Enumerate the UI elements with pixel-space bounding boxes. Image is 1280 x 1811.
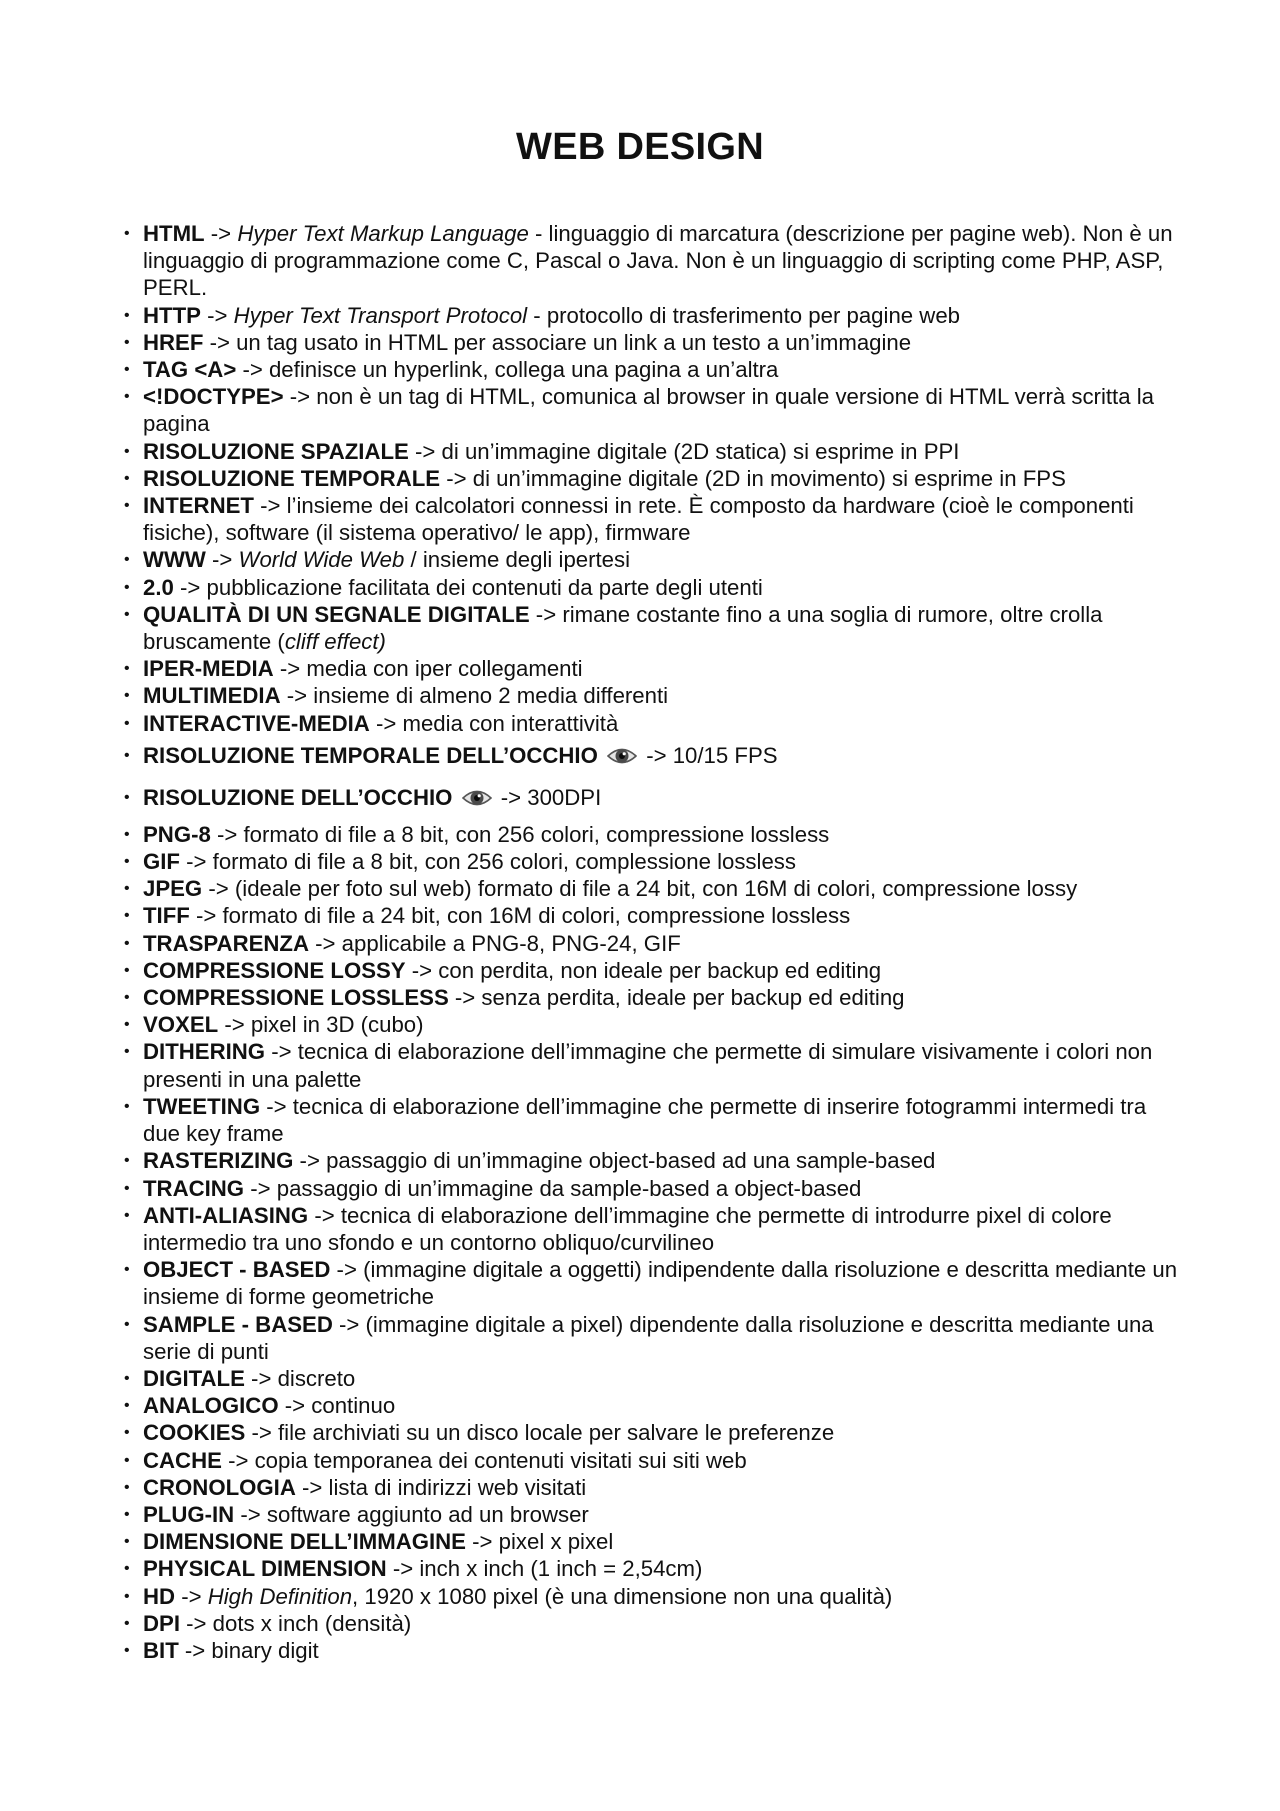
- glossary-expansion: Hyper Text Markup Language: [237, 221, 529, 246]
- glossary-term: <!DOCTYPE>: [143, 384, 284, 410]
- glossary-item: [120, 1501, 1180, 1528]
- glossary-definition: -> software aggiunto ad un browser: [234, 1501, 589, 1527]
- glossary-definition: -> file archiviati su un disco locale per salvare le preferenze: [245, 1420, 835, 1446]
- glossary-definition: -> discreto: [244, 1365, 356, 1391]
- glossary-definition: -> senza perdita, ideale per backup ed editing: [448, 985, 905, 1011]
- glossary-arrow: ->: [200, 302, 234, 328]
- glossary-item: [120, 1256, 1180, 1310]
- glossary-item: [120, 930, 1180, 957]
- glossary-term: COMPRESSIONE LOSSY: [143, 957, 406, 983]
- glossary-term: CACHE: [143, 1447, 222, 1473]
- glossary-definition: -> media con interattività: [369, 710, 619, 736]
- glossary-item: [120, 1093, 1180, 1147]
- glossary-item: [120, 438, 1180, 465]
- glossary-term: INTERNET: [143, 493, 254, 519]
- glossary-definition: -> binary digit: [178, 1637, 319, 1663]
- glossary-term: DPI: [143, 1610, 180, 1636]
- eye-icon: [607, 741, 637, 779]
- glossary-arrow: ->: [175, 1583, 208, 1609]
- glossary-item: [120, 1610, 1180, 1637]
- glossary-definition: -> continuo: [278, 1393, 396, 1419]
- glossary-term: JPEG: [143, 876, 203, 902]
- glossary-definition: - linguaggio di marcatura (descrizione per pagine web). Non è un linguaggio di programmazione come C, Pascal o Java. Non è un linguaggio di scripting come PHP, ASP, PERL.: [143, 221, 1173, 301]
- glossary-term: PHYSICAL DIMENSION: [143, 1556, 387, 1582]
- glossary-item: [120, 1447, 1180, 1474]
- glossary-term: INTERACTIVE-MEDIA: [143, 710, 370, 736]
- glossary-item: [120, 1175, 1180, 1202]
- glossary-term: RISOLUZIONE TEMPORALE DELL’OCCHIO: [143, 742, 598, 768]
- glossary-definition: / insieme degli ipertesi: [404, 547, 631, 573]
- glossary-definition: -> copia temporanea dei contenuti visitati sui siti web: [221, 1447, 747, 1473]
- glossary-definition: -> (immagine digitale a oggetti) indipendente dalla risoluzione e descritta mediante un insieme di forme geometriche: [143, 1257, 1178, 1310]
- glossary-item: [120, 1528, 1180, 1555]
- glossary-definition: -> dots x inch (densità): [180, 1610, 412, 1636]
- glossary-term: BIT: [143, 1637, 179, 1663]
- glossary-term: RISOLUZIONE SPAZIALE: [143, 438, 409, 464]
- glossary-term: TWEETING: [143, 1093, 261, 1119]
- glossary-term: COOKIES: [143, 1420, 246, 1446]
- glossary-term: TRASPARENZA: [143, 930, 309, 956]
- glossary-definition: -> passaggio di un’immagine da sample-based a object-based: [244, 1175, 862, 1201]
- glossary-definition: -> pixel x pixel: [465, 1529, 614, 1555]
- glossary-item: [120, 821, 1180, 848]
- glossary-definition: -> un tag usato in HTML per associare un link a un testo a un’immagine: [203, 329, 912, 355]
- glossary-expansion: World Wide Web: [238, 547, 405, 573]
- glossary-definition: -> formato di file a 8 bit, con 256 colori, complessione lossless: [179, 849, 796, 875]
- glossary-definition: -> applicabile a PNG-8, PNG-24, GIF: [309, 930, 681, 956]
- glossary-definition: -> l’insieme dei calcolatori connessi in rete. È composto da hardware (cioè le componenti fisiche), software (il sistema operativo/ le app), firmware: [143, 493, 1134, 546]
- glossary-item: [120, 1365, 1180, 1392]
- glossary-definition: -> 300DPI: [494, 784, 602, 810]
- glossary-term: TRACING: [143, 1175, 245, 1201]
- glossary-item: [120, 1419, 1180, 1446]
- glossary-expansion: High Definition: [207, 1583, 353, 1609]
- glossary-item: [120, 682, 1180, 709]
- glossary-item: [120, 1392, 1180, 1419]
- glossary-item: [120, 1637, 1180, 1664]
- glossary-term: RISOLUZIONE DELL’OCCHIO: [143, 784, 453, 810]
- glossary-term: HREF: [143, 329, 204, 355]
- glossary-term: CRONOLOGIA: [143, 1474, 296, 1500]
- glossary-item: [120, 710, 1180, 737]
- glossary-item: [120, 1011, 1180, 1038]
- glossary-term: GIF: [143, 849, 180, 875]
- page-title: WEB DESIGN: [516, 126, 764, 168]
- glossary-item: [120, 383, 1180, 437]
- glossary-definition: -> formato di file a 24 bit, con 16M di colori, compressione lossless: [189, 903, 851, 929]
- glossary-item: [120, 1583, 1180, 1610]
- glossary-definition: -> pixel in 3D (cubo): [218, 1012, 424, 1038]
- glossary-item: [120, 465, 1180, 492]
- glossary-term: RASTERIZING: [143, 1148, 294, 1174]
- glossary-definition: -> tecnica di elaborazione dell’immagine che permette di inserire fotogrammi intermedi tra due key frame: [143, 1093, 1147, 1147]
- glossary-term: DITHERING: [143, 1039, 266, 1065]
- glossary-definition: -> tecnica di elaborazione dell’immagine che permette di introdurre pixel di colore intermedio tra uno sfondo e un contorno obliquo/curvilineo: [143, 1202, 1112, 1255]
- glossary-item: [120, 356, 1180, 383]
- glossary-note: cliff effect): [284, 629, 386, 655]
- glossary-item: [120, 984, 1180, 1011]
- glossary-item: [120, 655, 1180, 682]
- glossary-definition: - protocollo di trasferimento per pagine web: [527, 302, 960, 328]
- glossary-definition: -> lista di indirizzi web visitati: [295, 1474, 587, 1500]
- glossary-term: TIFF: [143, 903, 190, 929]
- glossary-term: HTML: [143, 221, 205, 246]
- glossary-definition: -> passaggio di un’immagine object-based ad una sample-based: [293, 1148, 936, 1174]
- glossary-item: [120, 957, 1180, 984]
- glossary-item: [120, 875, 1180, 902]
- glossary-definition: -> pubblicazione facilitata dei contenuti da parte degli utenti: [173, 574, 763, 600]
- glossary-definition: -> media con iper collegamenti: [273, 656, 583, 682]
- glossary-term: IPER-MEDIA: [143, 656, 274, 682]
- glossary-term: HD: [143, 1583, 176, 1609]
- glossary-definition: -> formato di file a 8 bit, con 256 colori, compressione lossless: [210, 821, 830, 847]
- glossary-term: ANALOGICO: [143, 1393, 279, 1419]
- glossary-term: RISOLUZIONE TEMPORALE: [143, 465, 441, 491]
- glossary-definition: , 1920 x 1080 pixel (è una dimensione non una qualità): [352, 1583, 893, 1609]
- glossary-definition: -> di un’immagine digitale (2D statica) si esprime in PPI: [408, 438, 960, 464]
- glossary-definition: -> (immagine digitale a pixel) dipendente dalla risoluzione e descritta mediante una serie di punti: [143, 1311, 1154, 1364]
- glossary-item: [120, 302, 1180, 329]
- glossary-term: MULTIMEDIA: [143, 683, 281, 709]
- glossary-term: DIMENSIONE DELL’IMMAGINE: [143, 1529, 466, 1555]
- glossary-term: DIGITALE: [143, 1365, 245, 1391]
- glossary-item: [120, 329, 1180, 356]
- glossary-definition: -> non è un tag di HTML, comunica al browser in quale versione di HTML verrà scritta la pagina: [143, 384, 1154, 437]
- glossary-term: ANTI-ALIASING: [143, 1202, 309, 1228]
- glossary-item: [120, 546, 1180, 573]
- glossary-term: VOXEL: [143, 1012, 219, 1038]
- glossary-term: 2.0: [143, 574, 174, 600]
- glossary-item: [120, 574, 1180, 601]
- eye-icon: [462, 783, 492, 821]
- glossary-term: OBJECT - BASED: [143, 1257, 331, 1283]
- glossary-definition: -> rimane costante fino a una soglia di rumore, oltre crolla bruscamente (: [143, 601, 1103, 655]
- glossary-definition: -> di un’immagine digitale (2D in movimento) si esprime in FPS: [440, 465, 1066, 491]
- glossary-item: [120, 220, 1180, 302]
- glossary-item: [120, 1311, 1180, 1365]
- glossary-item: [120, 601, 1180, 655]
- glossary-term: HTTP: [143, 302, 201, 328]
- glossary-term: PNG-8: [143, 821, 211, 847]
- glossary-item: [120, 1202, 1180, 1256]
- glossary-arrow: ->: [205, 547, 239, 573]
- glossary-item: [120, 779, 1180, 821]
- glossary-definition: -> tecnica di elaborazione dell’immagine che permette di simulare visivamente i colori non presenti in una palette: [143, 1039, 1153, 1092]
- glossary-definition: -> inch x inch (1 inch = 2,54cm): [386, 1556, 703, 1582]
- glossary-item: [120, 737, 1180, 779]
- glossary-list: [120, 220, 1180, 1664]
- glossary-term: QUALITÀ DI UN SEGNALE DIGITALE: [143, 601, 530, 627]
- glossary-definition: -> definisce un hyperlink, collega una pagina a un’altra: [236, 357, 779, 383]
- glossary-definition: -> insieme di almeno 2 media differenti: [280, 683, 669, 709]
- glossary-item: [120, 1474, 1180, 1501]
- glossary-term: WWW: [143, 547, 206, 573]
- glossary-definition: -> (ideale per foto sul web) formato di file a 24 bit, con 16M di colori, compressione lossy: [202, 876, 1078, 902]
- glossary-arrow: ->: [204, 221, 238, 246]
- glossary-term: COMPRESSIONE LOSSLESS: [143, 985, 449, 1011]
- glossary-item: [120, 1555, 1180, 1582]
- glossary-definition: -> 10/15 FPS: [640, 742, 778, 768]
- glossary-term: SAMPLE - BASED: [143, 1311, 333, 1337]
- glossary-item: [120, 1038, 1180, 1092]
- glossary-term: PLUG-IN: [143, 1501, 235, 1527]
- glossary-definition: -> con perdita, non ideale per backup ed editing: [405, 957, 882, 983]
- glossary-term: TAG <A>: [143, 357, 237, 383]
- glossary-item: [120, 848, 1180, 875]
- glossary-item: [120, 902, 1180, 929]
- glossary-item: [120, 1147, 1180, 1174]
- glossary-item: [120, 492, 1180, 546]
- glossary-expansion: Hyper Text Transport Protocol: [233, 302, 528, 328]
